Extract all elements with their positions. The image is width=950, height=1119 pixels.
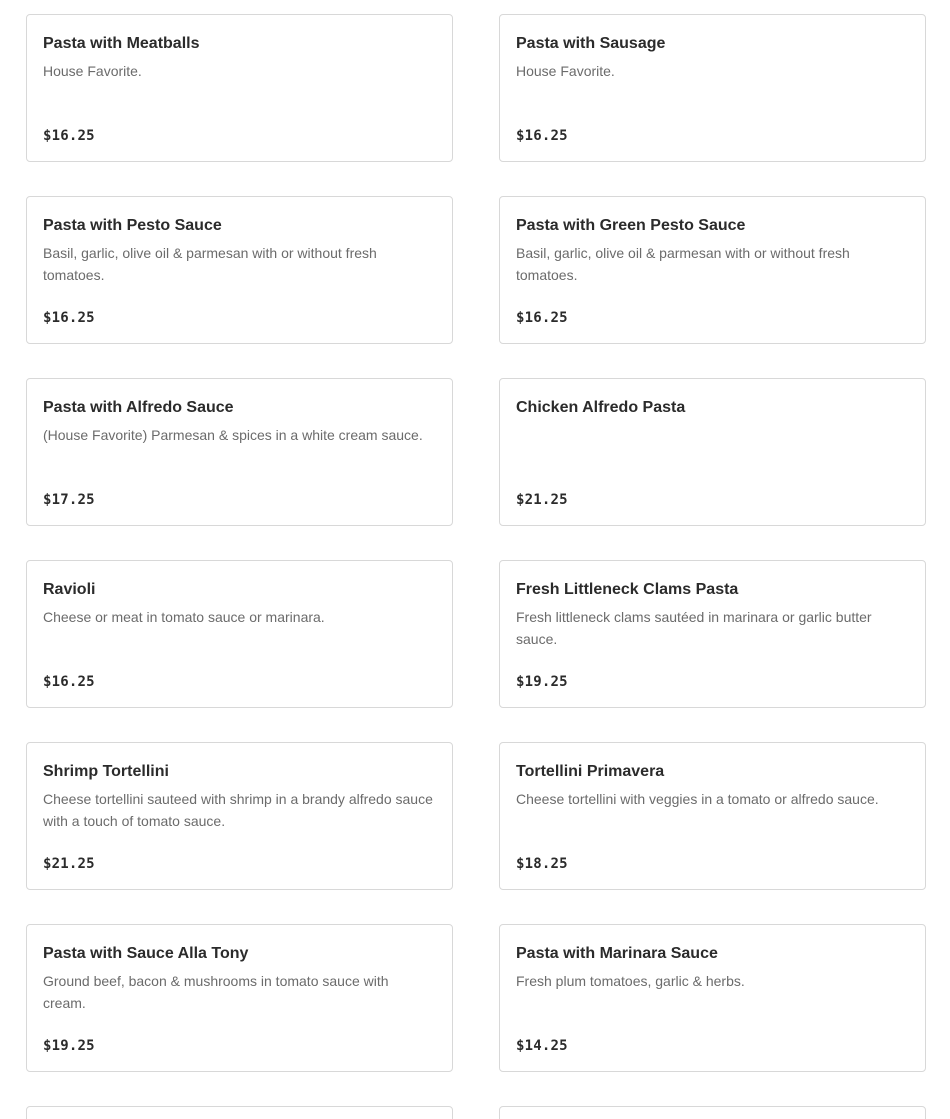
menu-item-description: Fresh plum tomatoes, garlic & herbs. xyxy=(516,973,745,989)
menu-item-card[interactable] xyxy=(26,14,453,162)
menu-item-price: $16.25 xyxy=(516,128,568,144)
menu-item-name: Pasta with Sauce Alla Tony xyxy=(43,945,249,962)
menu-item-name: Chicken Alfredo Pasta xyxy=(516,399,686,416)
menu-item-description: Ground beef, bacon & mushrooms in tomato sauce with cream. xyxy=(43,973,389,1011)
menu-item-price: $17.25 xyxy=(43,492,95,508)
menu-item-price: $16.25 xyxy=(43,674,95,690)
menu-item-card[interactable] xyxy=(26,378,453,526)
menu-item-card[interactable] xyxy=(499,14,926,162)
menu-item-card[interactable] xyxy=(26,924,453,1072)
menu-item-name: Pasta with Pesto Sauce xyxy=(43,217,222,234)
menu-item-description: Basil, garlic, olive oil & parmesan with or without fresh tomatoes. xyxy=(43,245,377,283)
menu-item-price: $16.25 xyxy=(43,128,95,144)
menu-item-name: Ravioli xyxy=(43,581,96,598)
menu-item-description: Cheese tortellini sauteed with shrimp in a brandy alfredo sauce with a touch of tomato sauce. xyxy=(43,791,433,829)
menu-item-price: $19.25 xyxy=(43,1038,95,1054)
menu-item-description: Fresh littleneck clams sautéed in marinara or garlic butter sauce. xyxy=(516,609,872,647)
menu-item-description: (House Favorite) Parmesan & spices in a white cream sauce. xyxy=(43,427,423,443)
menu-item-card[interactable] xyxy=(26,1106,453,1119)
menu-item-card[interactable] xyxy=(26,742,453,890)
menu-item-price: $19.25 xyxy=(516,674,568,690)
menu-item-card[interactable] xyxy=(26,196,453,344)
menu-item-price: $16.25 xyxy=(43,310,95,326)
menu-item-name: Fresh Littleneck Clams Pasta xyxy=(516,581,739,598)
menu-item-price: $21.25 xyxy=(516,492,568,508)
menu-item-description: House Favorite. xyxy=(43,63,142,79)
menu-item-name: Shrimp Tortellini xyxy=(43,763,169,780)
menu-item-name: Pasta with Marinara Sauce xyxy=(516,945,718,962)
menu-item-name: Pasta with Alfredo Sauce xyxy=(43,399,234,416)
menu-item-name: Pasta with Sausage xyxy=(516,35,666,52)
menu-item-description: House Favorite. xyxy=(516,63,615,79)
menu-item-name: Pasta with Green Pesto Sauce xyxy=(516,217,746,234)
menu-item-name: Pasta with Meatballs xyxy=(43,35,200,52)
menu-item-description: Cheese or meat in tomato sauce or marinara. xyxy=(43,609,325,625)
menu-item-price: $21.25 xyxy=(43,856,95,872)
menu-item-card[interactable] xyxy=(499,560,926,708)
menu-item-card[interactable] xyxy=(499,1106,926,1119)
menu-item-card[interactable] xyxy=(499,742,926,890)
menu-item-price: $16.25 xyxy=(516,310,568,326)
menu-item-card[interactable] xyxy=(499,378,926,526)
menu-item-name: Tortellini Primavera xyxy=(516,763,665,780)
menu-item-card[interactable] xyxy=(499,196,926,344)
menu-item-card[interactable] xyxy=(26,560,453,708)
menu-item-card[interactable] xyxy=(499,924,926,1072)
menu-item-price: $18.25 xyxy=(516,856,568,872)
menu-item-price: $14.25 xyxy=(516,1038,568,1054)
menu-item-description: Basil, garlic, olive oil & parmesan with or without fresh tomatoes. xyxy=(516,245,850,283)
menu-item-description: Cheese tortellini with veggies in a tomato or alfredo sauce. xyxy=(516,791,879,807)
